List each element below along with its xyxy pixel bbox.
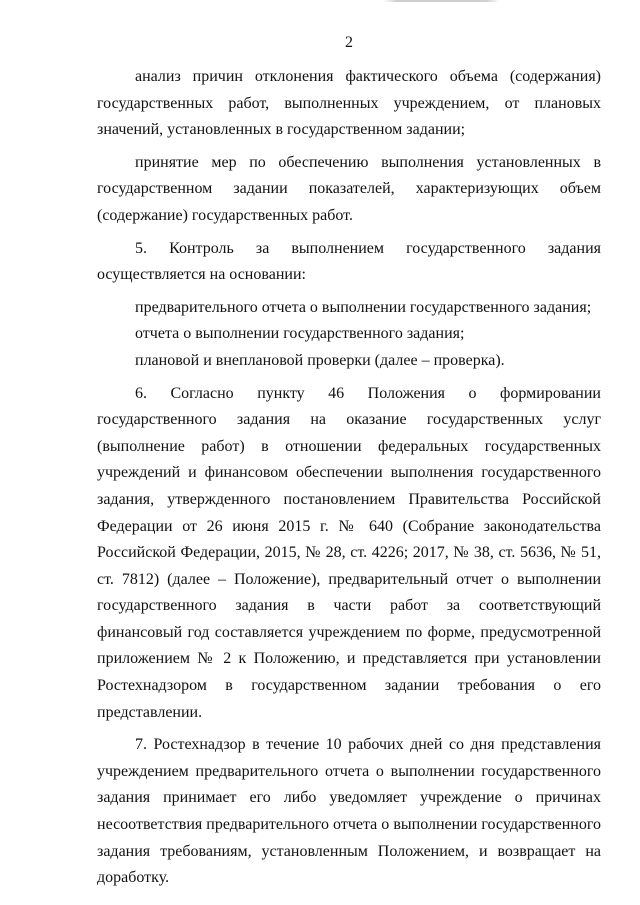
scan-edge-artifact: [0, 0, 640, 2]
paragraph-item-7: 7. Ростехнадзор в течение 10 рабочих дней со дня представления учреждением предварительного отчета о выполнении государственного задания принимает его либо уведомляет учреждение о причинах несоответствия предварительного отчета о выполнении государственного задания требованиям, установленным Положением, и возвращает на доработку.: [97, 736, 601, 887]
paragraph-measures: принятие мер по обеспечению выполнения установленных в государственном задании показателей, характеризующих объем (содержание) государственных работ.: [97, 153, 601, 224]
page-number: 2: [345, 34, 353, 51]
paragraph-report: отчета о выполнении государственного задания;: [135, 325, 465, 343]
paragraph-item-6: 6. Согласно пункту 46 Положения о формировании государственного задания на оказание государственных услуг (выполнение работ) в отношении федеральных государственных учреждений и финансовом обеспечении выполнения государственного задания, утвержденного постановлением Правительства Российской Федерации от 26 июня 2015 г. № 640 (Собрание законодательства Российской Федерации, 2015, № 28, ст. 4226; 2017, № 38, ст. 5636, № 51, ст. 7812) (далее – Положение), предварительный отчет о выполнении государственного задания в части работ за соответствующий финансовый год составляется учреждением по форме, предусмотренной приложением № 2 к Положению, и представляется при установлении Ростехнадзором в государственном задании требования о его представлении.: [97, 384, 601, 721]
document-page: [97, 30, 601, 892]
paragraph-analysis: анализ причин отклонения фактического объема (содержания) государственных работ, выполненных учреждением, от плановых значений, установленных в государственном задании;: [97, 68, 601, 139]
paragraph-inspection: плановой и внеплановой проверки (далее – проверка).: [135, 351, 505, 369]
paragraph-preliminary-report: предварительного отчета о выполнении государственного задания;: [135, 298, 592, 316]
document-body: [97, 64, 601, 892]
paragraph-control-basis: 5. Контроль за выполнением государственного задания осуществляется на основании:: [97, 239, 601, 284]
